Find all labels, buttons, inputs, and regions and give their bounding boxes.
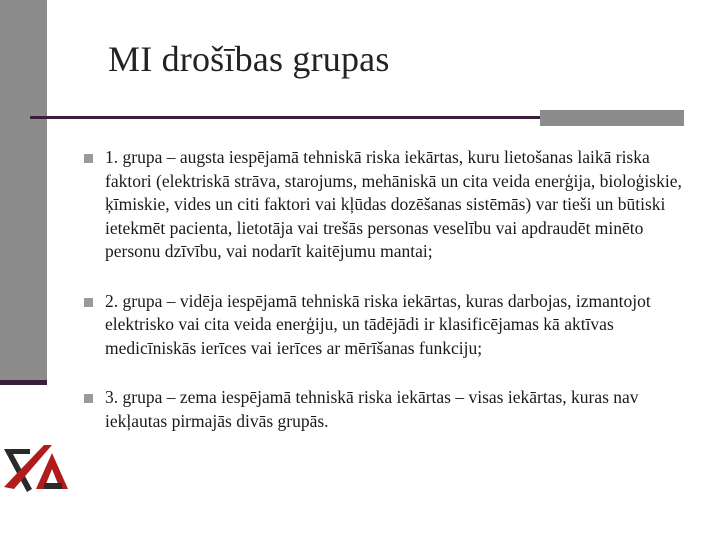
bullet-square-icon: [84, 298, 93, 307]
bullet-list: [84, 146, 684, 459]
bullet-square-icon: [84, 154, 93, 163]
bullet-item-2: [84, 290, 684, 361]
slide-title: MI drošības grupas: [108, 39, 390, 79]
bullet-text: 1. grupa – augsta iespējamā tehniskā riska iekārtas, kuru lietošanas laikā riska faktori (elektriskā strāva, starojums, mehāniskā un cita veida enerģija, bioloģiskie, ķīmiskie, vides un citi faktori vai kļūdas dozēšanas sistēmās) var tieši un būtiski ietekmēt pacienta, lietotāja vai trešās personas veselību vai apdraudēt minēto personu dzīvību, vai nodarīt kaitējumu mantai;: [105, 147, 682, 261]
bullet-item-1: [84, 146, 684, 264]
bullet-text: 2. grupa – vidēja iespējamā tehniskā riska iekārtas, kuras darbojas, izmantojot elektrisko vai cita veida enerģiju, un tādējādi ir klasificējamas kā aktīvas medicīniskās ierīces vai ierīces ar mērīšanas funkciju;: [105, 290, 651, 358]
title-divider-accent: [540, 110, 684, 126]
za-logo-icon: [0, 437, 72, 501]
bullet-item-3: [84, 386, 684, 433]
left-decor-bar: [0, 0, 47, 383]
left-decor-bar-edge: [0, 380, 47, 385]
bullet-text: 3. grupa – zema iespējamā tehniskā riska iekārtas – visas iekārtas, kuras nav iekļautas pirmajās divās grupās.: [105, 387, 639, 431]
bullet-square-icon: [84, 394, 93, 403]
